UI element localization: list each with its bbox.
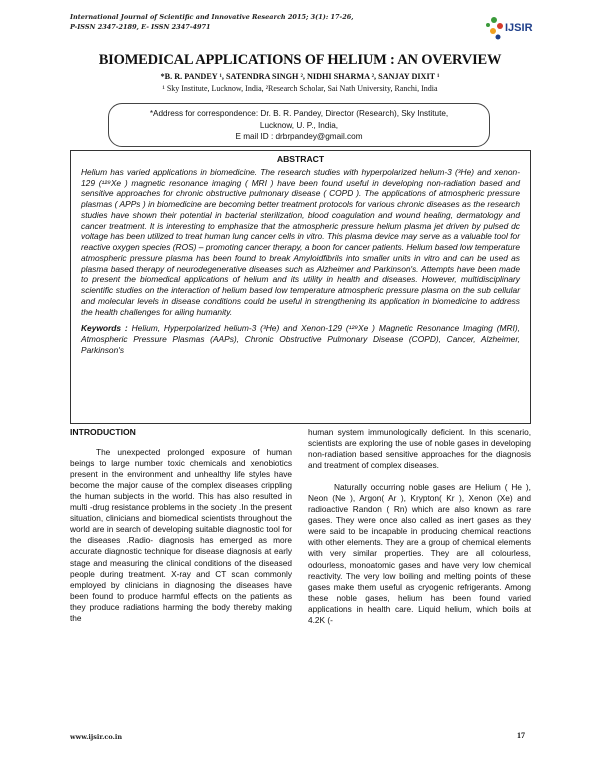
intro-paragraph-2: Naturally occurring noble gases are Helium ( He ), Neon (Ne ), Argon( Ar ), Krypton( Kr ), Xenon (Xe) and radioactive Randon ( Rn) which are also known as rare gases. They were once also called as inert gases as they were said to be incapable in producing chemical reactions with other elements. They are a group of chemical elements with very similar properties. They are all colourless, odourless, monoatomic gases and have very low chemical reactivity. The very low boiling and melting points of these gases make them useful as cryogenic refrigerants. Among these noble gases, helium has been found varied applications in health care. Liquid helium, which boils at 4.2K (-: [308, 482, 531, 625]
page-number: 17: [517, 731, 525, 740]
keywords: [81, 323, 520, 355]
introduction-heading: INTRODUCTION: [70, 427, 136, 437]
keywords-list: Helium, Hyperpolarized helium-3 (³He) and Xenon-129 (¹²⁹Xe ) Magnetic Resonance Imaging (MRI), Atmospheric Pressure Plasmas (AAPs), Chronic Obstructive Pulmonary Disease (COPD), Cancer, Alzheimer, Parkinson's: [81, 323, 520, 355]
paper-title: BIOMEDICAL APPLICATIONS OF HELIUM : AN OVERVIEW: [98, 52, 502, 68]
logo-dot-red: [497, 23, 503, 29]
journal-logo-text: IJSIR: [505, 22, 533, 34]
intro-paragraph-continued: human system immunologically deficient. In this scenario, scientists are exploring the use of noble gases in developing non-radiation based sensitive approaches for the diagnosis and treatment of complex diseases.: [308, 427, 531, 471]
left-column: [70, 427, 292, 624]
logo-dot-green-small: [486, 23, 490, 27]
correspondence-email: E mail ID : drbrpandey@gmail.com: [235, 132, 363, 141]
intro-paragraph-1: The unexpected prolonged exposure of human beings to large number toxic chemicals and xenobiotics present in the environment and unhealthy life styles have become the major cause of the complex diseases crippling the human subjects in the world. This has also resulted in multi -drug resistance problems in the society .In the present situation, clinicians and biomedical scientists throughout the world are in search of developing suitable diagnostic tool for the diseases .Radio- diagnosis has emerged as more accurate diagnostic technique for disease diagnosis at early stage and measuring the clinical conditions of the diseased people during treatment. X-ray and CT scan commonly employed by clinicians in diagnosing the diseases have been found to produce harmful effects on the patients as they produce radiations harming the body thereby making the: [70, 447, 292, 623]
footer-url: www.ijsir.co.in: [70, 733, 123, 741]
correspondence-line-2: Lucknow, U. P., India,: [259, 120, 339, 130]
correspondence-line-1: *Address for correspondence: Dr. B. R. Pandey, Director (Research), Sky Institute,: [149, 109, 449, 118]
journal-citation: International Journal of Scientific and Innovative Research 2015; 3(1): 17-26,: [70, 13, 354, 21]
logo-dot-orange: [490, 28, 496, 34]
logo-dot-blue: [496, 35, 501, 40]
correspondence-box: [108, 103, 490, 147]
keywords-label: Keywords :: [81, 323, 128, 334]
abstract-body: Helium has varied applications in biomedicine. The research studies with hyperpolarized helium-3 (³He) and xenon-129 (¹²⁹Xe ) magnetic resonance imaging ( MRI ) have been found useful in developing non-radiation based and sensitive approaches for chronic obstructive pulmonary disease ( COPD ). The applications of atmospheric pressure plasmas ( APPs ) in biomedicine are becoming better treatment protocols for various chronic diseases as the research studies have shown their potential in bacterial sterilization, blood coagulation and wound healing, dermatology and cancer treatment. It is interesting to emphasize that the atmospheric pressure helium plasma jet driven by pulsed dc voltage has been utilized to treat human lung cancer cells in vitro. This plasma device may serve as a valuable tool for reactive oxygen species (ROS) – promoting cancer therapy, a boon for cancer patients. Helium based low temperature atmospheric pressure plasma has been found to break Amyloidfibrils into smaller units in vitro and can be used as plasma based therapy of neurodegenerative diseases such as Alzheimer and Parkinson's. Attempts have been made to present the biomedical applications of helium and its utility in health and diseases. However, multidisciplinary scientific studies on the interaction of helium based low temperature atmospheric pressure plasma on the sub cellular and molecular levels in disease conditions could be useful in strengthening its application in biomedicine to address the health challenges for ailing humanity.: [81, 166, 520, 317]
journal-header: [70, 12, 470, 32]
right-column: [308, 427, 531, 626]
journal-issn: P-ISSN 2347-2189, E- ISSN 2347-4971: [70, 23, 211, 31]
author-list: *B. R. PANDEY ¹, SATENDRA SINGH ², NIDHI SHARMA ², SANJAY DIXIT ¹: [160, 72, 440, 81]
logo-dot-green: [491, 17, 497, 23]
abstract-heading: ABSTRACT: [276, 154, 325, 164]
abstract-box: [70, 150, 531, 424]
author-affiliations: ¹ Sky Institute, Lucknow, India, ²Research Scholar, Sai Nath University, Ranchi, India: [162, 84, 438, 93]
